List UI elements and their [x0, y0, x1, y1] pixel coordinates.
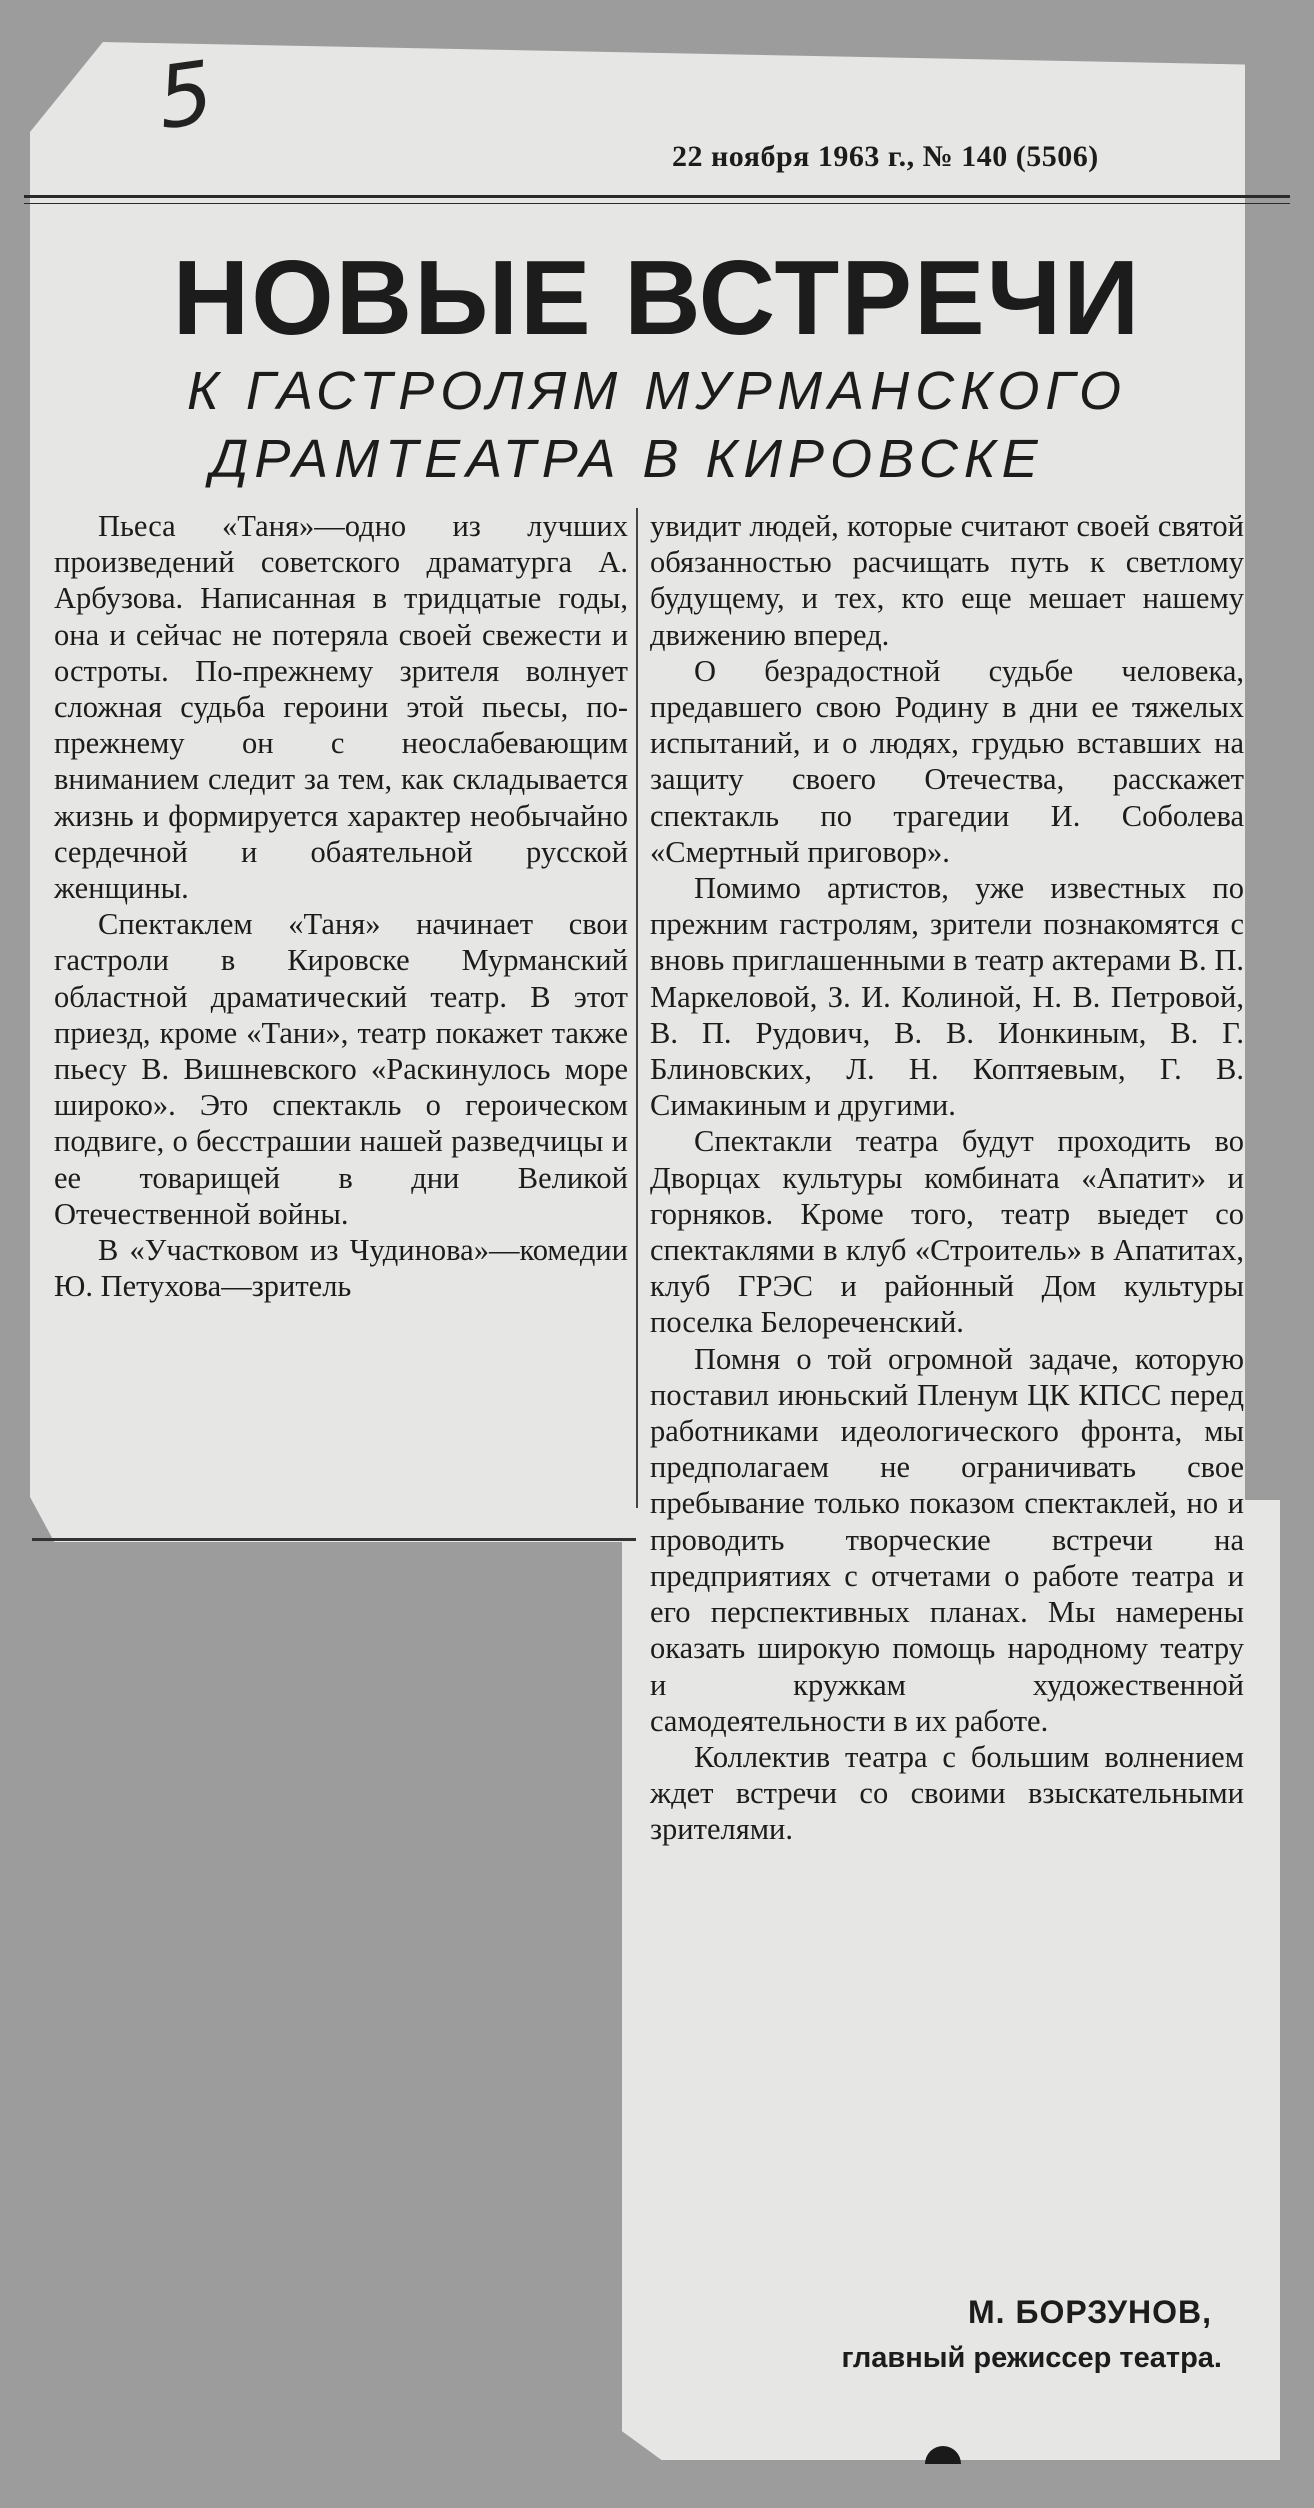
paragraph: Спектаклем «Таня» начинает свои гастроли в Кировске Мурманский областной драматический театр. В этот приезд, кроме «Тани», театр покажет также пьесу В. Вишневского «Раскинулось море широко». Это спектакль о героическом подвиге, о бесстрашии нашей разведчицы и ее товарищей в дни Великой Отечественной войны. — [54, 907, 628, 1231]
paragraph: В «Участковом из Чудинова»—комедии Ю. Петухова—зритель — [54, 1233, 628, 1304]
paragraph: Помимо артистов, уже известных по прежним гастролям, зрители познакомятся с вновь приглашенными в театр актерами В. П. Маркеловой, З. И. Колиной, Н. В. Петровой, В. П. Рудович, В. В. Ионкиным, В. Г. Блиновских, Л. Н. Коптяевым, Г. В. Симакиным и другими. — [650, 871, 1244, 1123]
paragraph: Пьеса «Таня»—одно из лучших произведений советского драматурга А. Арбузова. Написанная в тридцатые годы, она и сейчас не потеряла своей свежести и остроты. По-прежнему зрителя волнует сложная судьба героини этой пьесы, по-прежнему он с неослабевающим вниманием следит за тем, как складывается жизнь и формируется характер необычайно сердечной и обаятельной русской женщины. — [54, 509, 628, 906]
author-name: М. БОРЗУНОВ, — [968, 2294, 1212, 2330]
issue-date-line: 22 ноября 1963 г., № 140 (5506) — [672, 140, 1099, 173]
header-rule-thin — [24, 203, 1290, 204]
paragraph: увидит людей, которые считают своей святой обязанностью расчищать путь к светлому будущему, и тех, кто еще мешает нашему движению вперед. — [650, 509, 1244, 652]
paragraph: Помня о той огромной задаче, которую поставил июньский Пленум ЦК КПСС перед работниками идеологического фронта, мы предполагаем не ограничивать свое пребывание только показом спектаклей, но и проводить творческие встречи на предприятиях с отчетами о работе театра и его перспективных планах. Мы намерены оказать широкую помощь народному театру и кружкам художественной самодеятельности в их работе. — [650, 1341, 1244, 1738]
article-column-left — [54, 508, 628, 1304]
paragraph: Коллектив театра с большим волнением ждет встречи со своими взыскательными зрителями. — [650, 1739, 1244, 1847]
subheadline-line-1: К ГАСТРОЛЯМ МУРМАНСКОГО — [187, 361, 1127, 421]
left-column-bottom-rule — [32, 1538, 636, 1541]
paragraph: Спектакли театра будут проходить во Дворцах культуры комбината «Апатит» и горняков. Кроме того, театр выедет со спектаклями в клуб «Строитель» в Апатитах, клуб ГРЭС и районный Дом культуры поселка Белореченский. — [650, 1124, 1244, 1340]
author-role: главный режиссер театра. — [841, 2342, 1222, 2374]
header-rule — [24, 195, 1290, 198]
handwritten-number: 5 — [151, 42, 220, 150]
column-divider — [636, 508, 638, 1508]
subheadline-line-2: ДРАМТЕАТРА В КИРОВСКЕ — [210, 429, 1044, 489]
paragraph: О безрадостной судьбе человека, предавшего свою Родину в дни ее тяжелых испытаний, и о людях, грудью вставших на защиту своего Отечества, расскажет спектакль по трагедии И. Соболева «Смертный приговор». — [650, 653, 1244, 869]
article-column-right — [650, 508, 1244, 1848]
headline: НОВЫЕ ВСТРЕЧИ — [172, 239, 1142, 357]
